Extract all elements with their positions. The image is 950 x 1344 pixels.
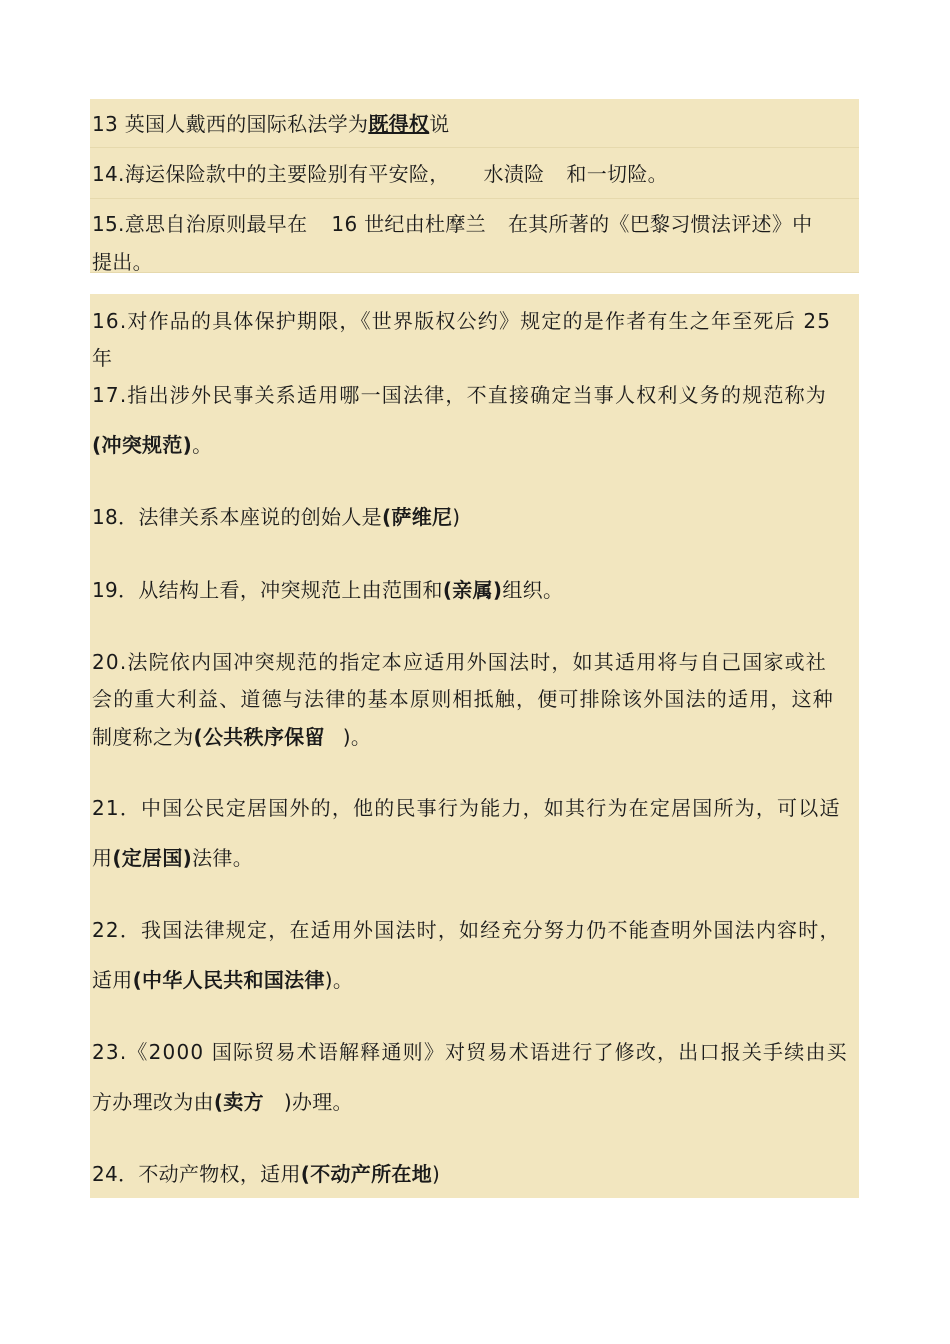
item-23-line-2: [92, 1092, 858, 1112]
item-text: 16 世纪由杜摩兰: [331, 212, 486, 236]
item-23-line-1: [92, 1042, 858, 1062]
item-text: 14.海运保险款中的主要险别有平安险，: [92, 162, 450, 186]
item-text: 13 英国人戴西的国际私法学为: [92, 112, 369, 136]
item-text: 17.指出涉外民事关系适用哪一国法律，不直接确定当事人权利义务的规范称为: [92, 383, 828, 407]
item-15-line-1: [92, 214, 858, 234]
item-22-line-1: [92, 920, 858, 940]
item-text: 15.意思自治原则最早在: [92, 212, 308, 236]
separator: [90, 272, 859, 273]
item-13: [92, 114, 858, 134]
item-21-line-1: [92, 798, 858, 818]
item-text: 。: [192, 433, 213, 457]
item-21-line-2: [92, 848, 858, 868]
answer-text: (中华人民共和国法律: [132, 968, 325, 992]
item-14: [92, 164, 858, 184]
separator: [90, 198, 859, 199]
answer-text: (卖方: [213, 1090, 264, 1114]
item-text: ): [432, 1162, 441, 1186]
item-15-line-2: [92, 252, 858, 272]
item-16-line-1: [92, 311, 858, 331]
item-text: 法律。: [192, 846, 253, 870]
item-text: 19．从结构上看，冲突规范上由范围和: [92, 578, 443, 602]
item-text: 和一切险。: [566, 162, 668, 186]
answer-text: (萨维尼: [381, 505, 453, 529]
item-text: 方办理改为由: [92, 1090, 214, 1114]
item-text: 说: [429, 112, 450, 136]
item-text: 20.法院依内国冲突规范的指定本应适用外国法时，如其适用将与自己国家或社: [92, 650, 828, 674]
item-text: 组织。: [502, 578, 564, 602]
item-text: 18．法律关系本座说的创始人是: [92, 505, 382, 529]
item-text: 24．不动产物权，适用: [92, 1162, 301, 1186]
item-text: 会的重大利益、道德与法律的基本原则相抵触，便可排除该外国法的适用，这种: [92, 687, 834, 711]
item-text: 22．我国法律规定，在适用外国法时，如经充分努力仍不能查明外国法内容时，: [92, 918, 841, 942]
item-text: 年: [92, 346, 113, 370]
answer-text: (定居国): [112, 846, 193, 870]
item-text: 用: [92, 846, 113, 870]
item-text: 在其所著的《巴黎习惯法评述》中: [507, 212, 813, 236]
item-text: 21．中国公民定居国外的，他的民事行为能力，如其行为在定居国所为，可以适: [92, 796, 841, 820]
item-20-line-1: [92, 652, 858, 672]
item-text: 16.对作品的具体保护期限，《世界版权公约》规定的是作者有生之年至死后 25: [92, 309, 832, 333]
answer-text: (亲属): [442, 578, 503, 602]
item-24: [92, 1164, 858, 1184]
item-20-line-2: [92, 689, 858, 709]
item-18: [92, 507, 858, 527]
answer-text: (公共秩序保留: [193, 725, 325, 749]
answer-text: (不动产所在地: [300, 1162, 432, 1186]
item-text: 适用: [92, 968, 133, 992]
item-text: 提出。: [92, 250, 153, 274]
item-text: )。: [324, 968, 354, 992]
item-17-line-1: [92, 385, 858, 405]
item-text: )。: [342, 725, 372, 749]
item-text: 制度称之为: [92, 725, 194, 749]
item-text: )办理。: [283, 1090, 353, 1114]
item-text: ): [452, 505, 461, 529]
separator: [90, 147, 859, 148]
item-17-line-2: [92, 435, 858, 455]
item-20-line-3: [92, 727, 858, 747]
item-22-line-2: [92, 970, 858, 990]
item-19: [92, 580, 858, 600]
item-text: 23.《2000 国际贸易术语解释通则》对贸易术语进行了修改，出口报关手续由买: [92, 1040, 848, 1064]
item-text: 水渍险: [483, 162, 545, 186]
answer-text: 既得权: [368, 112, 430, 136]
item-16-line-2: [92, 348, 858, 368]
answer-text: (冲突规范): [92, 433, 193, 457]
